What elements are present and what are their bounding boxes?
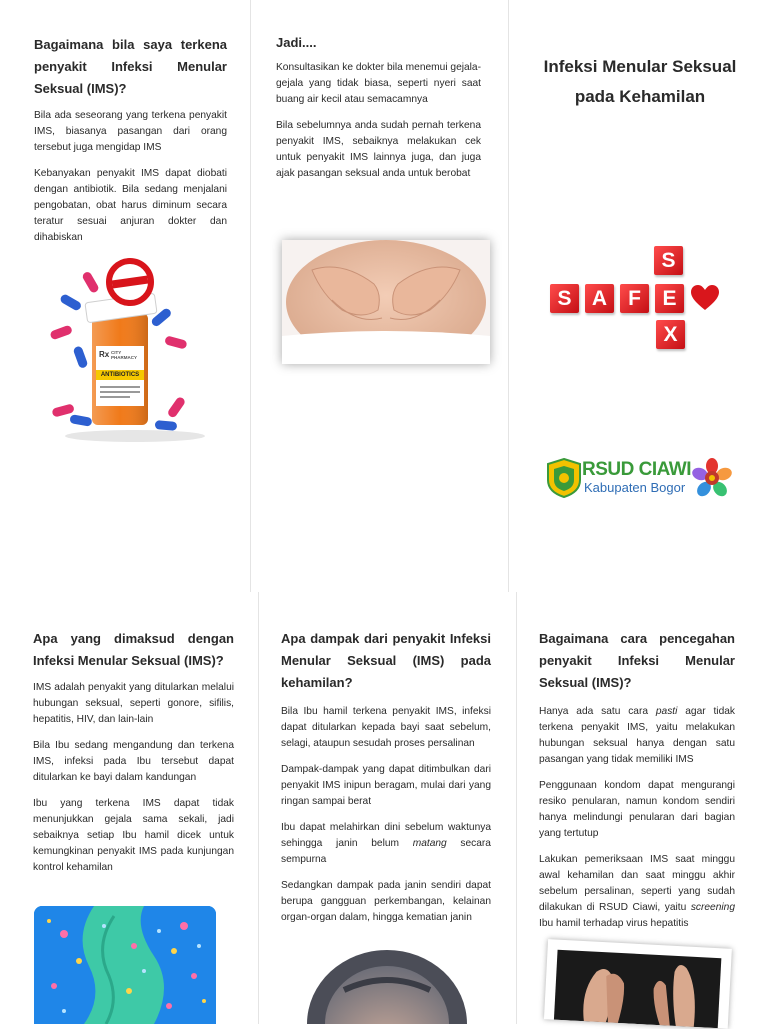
safe-sex-graphic <box>548 246 728 352</box>
fold-line <box>508 0 509 592</box>
fold-line <box>258 592 259 1024</box>
safe-letter-tile: S <box>550 284 579 313</box>
panel-ims-impact <box>281 628 491 936</box>
bottle-brand-label: CITY PHARMACY <box>111 350 138 360</box>
panel-cover <box>540 52 740 112</box>
safe-letter-tile: A <box>585 284 614 313</box>
paragraph: IMS adalah penyakit yang ditularkan melalui hubungan seksual, seperti gonore, sifilis, hepatitis, HIV, dan lain-lain <box>33 682 234 725</box>
emphasis: screening <box>690 902 735 913</box>
no-entry-sign-icon <box>109 261 151 303</box>
safe-letter-tile: S <box>654 246 683 275</box>
text-run: Hanya ada satu cara <box>539 706 656 717</box>
paragraph: Dampak-dampak yang dapat ditimbulkan dari penyakit IMS inipun beragam, mulai dari yang ringan sampai berat <box>281 764 491 807</box>
paragraph: Penggunaan kondom dapat mengurangi resiko penularan, namun kondom sendiri hanya melindungi penularan dari bagian yang tertutup <box>539 780 735 839</box>
emphasis: matang <box>412 838 447 849</box>
paragraph: Konsultasikan ke dokter bila menemui gejala-gejala yang tidak biasa, seperti nyeri saat buang air kecil atau semacamnya <box>276 62 481 105</box>
text-run: secara sempurna <box>281 838 491 865</box>
rsud-ciawi-logo <box>546 458 734 500</box>
paragraph <box>281 820 491 868</box>
paragraph: Bila Ibu sedang mengandung dan terkena IMS, infeksi pada Ibu tersebut dapat ditularkan ke bayi dalam kandungan <box>33 740 234 783</box>
logo-subtitle: Kabupaten Bogor <box>584 480 686 495</box>
paragraph: Bila Ibu hamil terkena penyakit IMS, infeksi dapat ditularkan kepada bayi saat sebelum, selagi, ataupun sesudah proses persalinan <box>281 706 491 749</box>
hands-photo <box>544 939 732 1029</box>
bottle-rx-label: Rx <box>99 350 110 359</box>
paragraph <box>539 852 735 932</box>
brochure-title: Infeksi Menular Seksual pada Kehamilan <box>543 57 737 106</box>
bottle-antibiotics-label: ANTIBIOTICS <box>100 372 140 378</box>
panel-jadi <box>276 32 481 192</box>
seal-icon <box>546 458 582 498</box>
paragraph: Bila sebelumnya anda sudah pernah terkena penyakit IMS, sebaiknya melakukan cek untuk penyakit IMS lainnya juga, dan juga ajak pasangan seksual anda untuk berobat <box>276 120 481 179</box>
pregnant-belly-round-photo <box>304 950 470 1024</box>
flower-icon <box>692 458 732 498</box>
fold-line <box>516 592 517 1024</box>
paragraph: Bila ada seseorang yang terkena penyakit IMS, biasanya pasangan dari orang tersebut juga mengidap IMS <box>34 110 227 153</box>
panel-ims-definition <box>33 628 234 886</box>
safe-letter-tile: E <box>655 284 684 313</box>
panel-ims-prevention <box>539 628 735 942</box>
logo-name: RSUD CIAWI <box>582 459 691 480</box>
safe-letter-tile: F <box>620 284 649 313</box>
heart-icon <box>690 284 720 312</box>
text-run: Ibu dapat melahirkan dini sebelum waktunya sehingga janin belum <box>281 822 491 849</box>
text-run: Ibu hamil terhadap virus hepatitis <box>539 918 689 929</box>
pregnant-belly-photo <box>282 240 490 364</box>
panel-heading: Jadi.... <box>276 35 317 50</box>
paragraph: Ibu yang terkena IMS dapat tidak menunjukkan gejala sama sekali, jadi sebaiknya setiap Ibu hamil dicek untuk kemungkinan penyakit IMS pada kunjungan kontrol kehamilan <box>33 798 234 873</box>
emphasis: pasti <box>655 706 678 717</box>
paragraph <box>539 704 735 768</box>
paragraph: Sedangkan dampak pada janin sendiri dapat berupa gangguan perkembangan, kelainan organ-organ dalam, hingga kematian janin <box>281 880 491 923</box>
panel-heading: Bagaimana bila saya terkena penyakit Infeksi Menular Seksual (IMS)? <box>34 37 227 96</box>
panel-heading: Apa dampak dari penyakit Infeksi Menular Seksual (IMS) pada kehamilan? <box>281 631 491 690</box>
fold-line <box>250 0 251 592</box>
virus-pregnancy-illustration <box>34 906 216 1024</box>
text-run: Lakukan pemeriksaan IMS saat minggu awal kehamilan dan saat minggu akhir sebelum persalinan, seperti yang sudah dilakukan di RSUD Ciawi, yaitu <box>539 854 735 913</box>
text-run: agar tidak terkena penyakit IMS, yaitu melakukan hubungan seksual hanya dengan satu pasangan yang tidak memiliki IMS <box>539 706 735 765</box>
panel-ims-infected <box>34 34 227 256</box>
antibiotic-bottle-image <box>40 258 220 448</box>
paragraph: Kebanyakan penyakit IMS dapat diobati dengan antibiotik. Bila sedang menjalani pengobatan, obat harus diminum secara teratur sesuai anjuran dokter dan dihabiskan <box>34 168 227 243</box>
panel-heading: Bagaimana cara pencegahan penyakit Infeksi Menular Seksual (IMS)? <box>539 631 735 690</box>
panel-heading: Apa yang dimaksud dengan Infeksi Menular Seksual (IMS)? <box>33 631 234 668</box>
safe-letter-tile: X <box>656 320 685 349</box>
